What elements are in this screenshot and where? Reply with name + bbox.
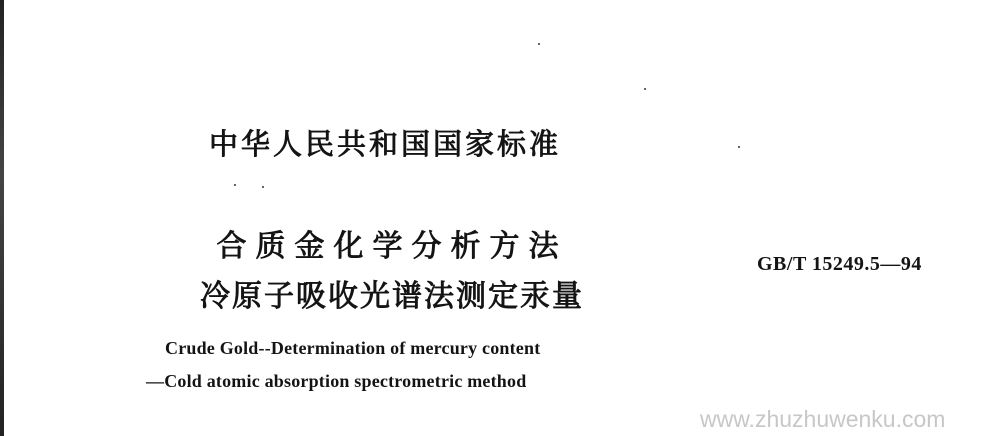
english-title-line-1: Crude Gold--Determination of mercury content (165, 338, 541, 358)
standard-code: GB/T 15249.5—94 (757, 253, 922, 275)
watermark-url: www.zhuzhuwenku.com (700, 406, 946, 432)
scan-speck (234, 184, 236, 186)
scan-speck (262, 186, 264, 188)
national-standard-heading: 中华人民共和国国家标准 (208, 127, 561, 161)
page-edge-mark (0, 0, 4, 436)
scan-speck (644, 88, 646, 90)
chinese-title-line-1: 合质金化学分析方法 (216, 229, 568, 264)
english-title-line-2: —Cold atomic absorption spectrometric method (146, 371, 527, 391)
scan-speck (538, 43, 540, 45)
chinese-title-line-2: 冷原子吸收光谱法测定汞量 (200, 279, 584, 314)
